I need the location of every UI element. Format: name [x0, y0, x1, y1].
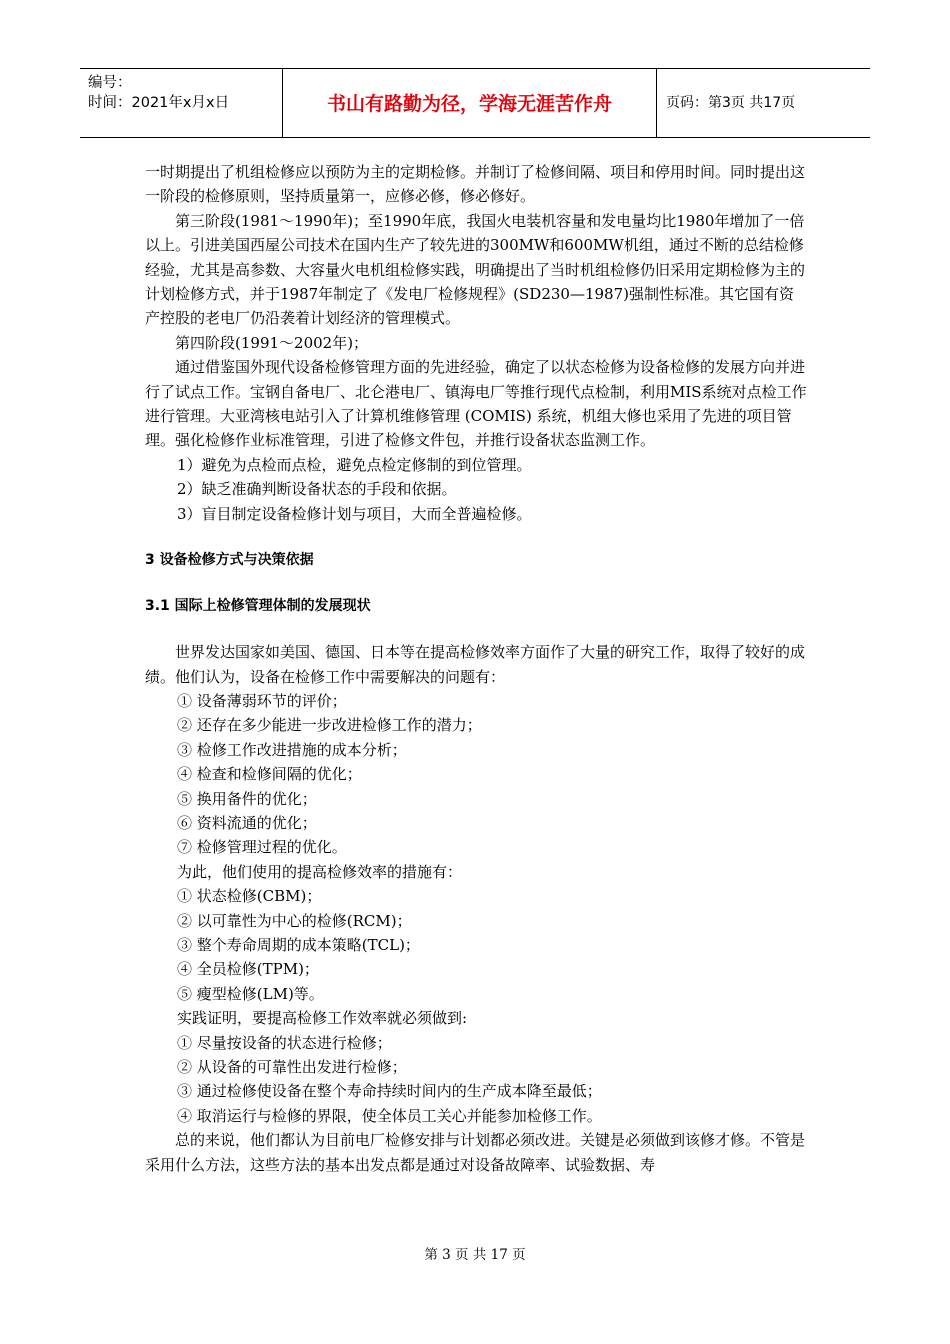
- list-item: 1）避免为点检而点检，避免点检定修制的到位管理。: [177, 455, 532, 474]
- paragraph: 一时期提出了机组检修应以预防为主的定期检修。并制订了检修间隔、项目和停用时间。同时提出这一阶段的检修原则，坚持质量第一，应修必修，修必修好。: [145, 163, 806, 206]
- list-item: ⑤ 瘦型检修(LM)等。: [177, 984, 324, 1003]
- document-body: [145, 160, 807, 1177]
- list-item: ⑥ 资料流通的优化；: [177, 813, 317, 832]
- header-meta: [88, 73, 278, 113]
- list-item: 3）盲目制定设备检修计划与项目，大而全普遍检修。: [177, 504, 532, 523]
- paragraph: 为此，他们使用的提高检修效率的措施有：: [177, 862, 463, 881]
- list-item: ④ 取消运行与检修的界限，使全体员工关心并能参加检修工作。: [177, 1106, 602, 1125]
- list-item: 2）缺乏准确判断设备状态的手段和依据。: [177, 480, 457, 499]
- paragraph: 第三阶段(1981～1990年)；至1990年底，我国火电装机容量和发电量均比1980年增加了一倍以上。引进美国西屋公司技术在国内生产了较先进的300MW和600MW机组，通过不断的总结检修经验，尤其是高参数、大容量火电机组检修实践，明确提出了当时机组检修仍旧采用定期检修为主的计划检修方式，并于1987年制定了《发电厂检修规程》(SD230—1987)强制性标准。其它国有资产控股的老电厂仍沿袭着计划经济的管理模式。: [145, 211, 806, 328]
- header-divider: [656, 69, 657, 137]
- list-item: ⑤ 换用备件的优化；: [177, 789, 317, 808]
- list-item: ② 从设备的可靠性出发进行检修；: [177, 1058, 407, 1076]
- list-item: ① 状态检修(CBM)；: [177, 887, 322, 906]
- subsection-heading: 3.1 国际上检修管理体制的发展现状: [145, 598, 371, 615]
- paragraph: 通过借鉴国外现代设备检修管理方面的先进经验，确定了以状态检修为设备检修的发展方向并进行了试点工作。宝钢自备电厂、北仑港电厂、镇海电厂等推行现代点检制，利用MIS系统对点检工作进行管理。大亚湾核电站引入了计算机维修管理 (COMIS) 系统，机组大修也采用了先进的项目管理。强化检修作业标准管理，引进了检修文件包，并推行设备状态监测工作。: [145, 358, 807, 450]
- list-item: ④ 检查和检修间隔的优化；: [177, 765, 362, 784]
- list-item: ④ 全员检修(TPM)；: [177, 960, 319, 979]
- page-header: [80, 68, 870, 138]
- list-item: ① 设备薄弱环节的评价；: [177, 691, 347, 710]
- paragraph: 第四阶段(1991～2002年)；: [175, 333, 369, 352]
- paragraph: 实践证明，要提高检修工作效率就必须做到:: [177, 1009, 468, 1028]
- list-item: ⑦ 检修管理过程的优化。: [177, 838, 347, 857]
- paragraph: 世界发达国家如美国、德国、日本等在提高检修效率方面作了大量的研究工作，取得了较好的成绩。他们认为，设备在检修工作中需要解决的问题有：: [145, 643, 806, 686]
- list-item: ① 尽量按设备的状态进行检修；: [177, 1033, 392, 1052]
- list-item: ② 以可靠性为中心的检修(RCM)；: [177, 911, 412, 930]
- header-page-label: 页码：第3页 共17页: [666, 95, 796, 111]
- list-item: ③ 整个寿命周期的成本策略(TCL)；: [177, 935, 420, 954]
- page-footer: 第 3 页 共 17 页: [424, 1247, 526, 1263]
- list-item: ③ 通过检修使设备在整个寿命持续时间内的生产成本降至最低；: [177, 1082, 602, 1101]
- date-label: 时间：2021年x月x日: [88, 95, 230, 111]
- section-heading: 3 设备检修方式与决策依据: [145, 552, 314, 569]
- paragraph: 总的来说，他们都认为目前电厂检修安排与计划都必须改进。关键是必须做到该修才修。不管是采用什么方法，这些方法的基本出发点都是通过对设备故障率、试验数据、寿: [145, 1131, 806, 1174]
- header-motto: 书山有路勤为径，学海无涯苦作舟: [326, 93, 612, 115]
- list-item: ② 还存在多少能进一步改进检修工作的潜力；: [177, 716, 482, 735]
- number-label: 编号：: [88, 75, 132, 91]
- list-item: ③ 检修工作改进措施的成本分析；: [177, 740, 407, 759]
